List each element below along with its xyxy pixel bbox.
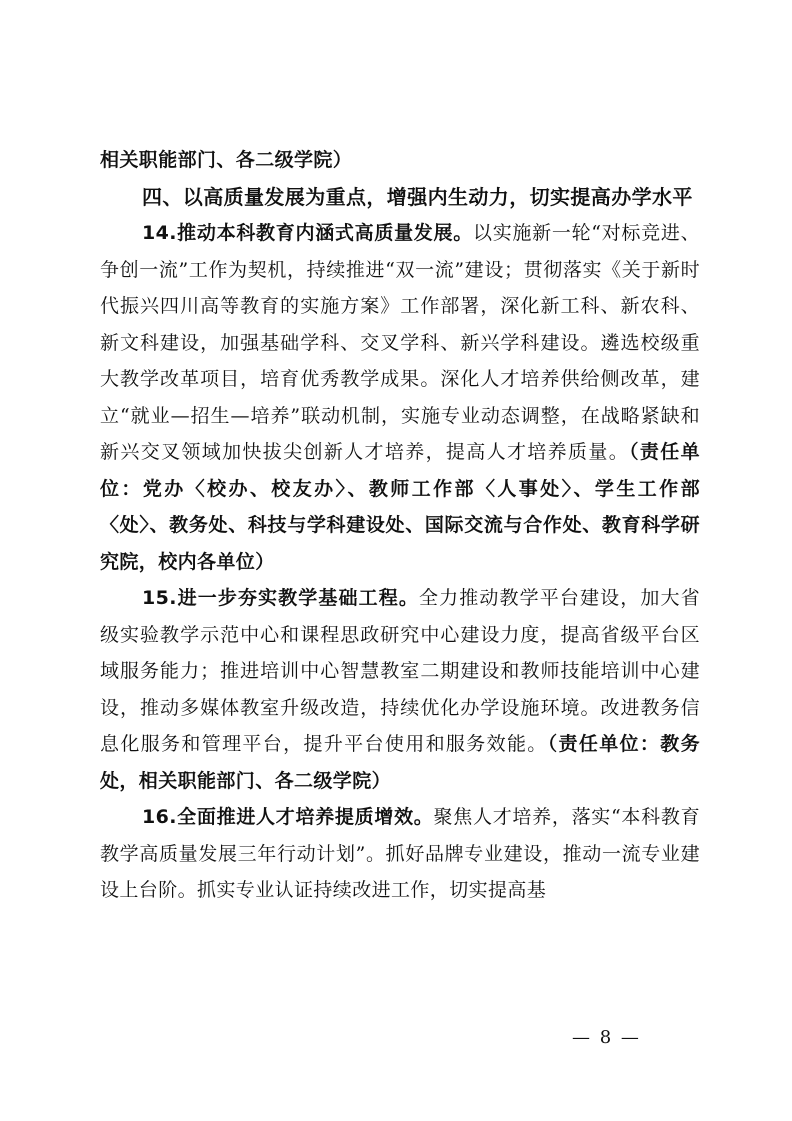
item-14-responsibility: （责任单位：党办〈校办、校友办〉、教师工作部〈人事处〉、学生工作部〈处〉、教务处、科技与学科建设处、国际交流与合作处、教育科学研究院，校内各单位） xyxy=(100,441,700,573)
item-15-title: 进一步夯实教学基础工程。 xyxy=(176,587,420,609)
section-heading: 四、以高质量发展为重点，增强内生动力，切实提高办学水平 xyxy=(142,184,693,209)
item-15-body: 全力推动教学平台建设，加大省级实验教学示范中心和课程思政研究中心建设力度，提高省级平台区域服务能力；推进培训中心智慧教室二期建设和教师技能培训中心建设，推动多媒体教室升级改造，持续优化办学设施环境。改进教务信息化服务和管理平台，提升平台使用和服务效能。 xyxy=(100,587,700,755)
item-16 xyxy=(100,799,700,909)
item-16-number: 16. xyxy=(142,806,177,828)
item-14-body: 以实施新一轮“对标竞进、争创一流”工作为契机，持续推进“双一流”建设；贯彻落实《关于新时代振兴四川高等教育的实施方案》工作部署，深化新工科、新农科、新文科建设，加强基础学科、交叉学科、新兴学科建设。遴选校级重大教学改革项目，培育优秀教学成果。深化人才培养供给侧改革，建立“就业—招生—培养”联动机制，实施专业动态调整，在战略紧缺和新兴交叉领域加快拔尖创新人才培养，提高人才培养质量。 xyxy=(100,222,700,463)
page-number: — 8 — xyxy=(572,1027,641,1048)
item-14 xyxy=(100,215,700,580)
item-15 xyxy=(100,580,700,799)
item-15-number: 15. xyxy=(142,587,177,609)
item-16-body: 聚焦人才培养，落实“本科教育教学高质量发展三年行动计划”。抓好品牌专业建设，推动一流专业建设上台阶。抓实专业认证持续改进工作，切实提高基 xyxy=(100,806,700,901)
item-15-responsibility: （责任单位：教务处，相关职能部门、各二级学院） xyxy=(100,733,700,792)
item-14-number: 14. xyxy=(142,222,177,244)
item-16-title: 全面推进人才培养提质增效。 xyxy=(176,806,434,828)
item-14-title: 推动本科教育内涵式高质量发展。 xyxy=(176,222,473,244)
continuation-line: 相关职能部门、各二级学院） xyxy=(100,149,353,171)
body-text xyxy=(100,142,700,909)
